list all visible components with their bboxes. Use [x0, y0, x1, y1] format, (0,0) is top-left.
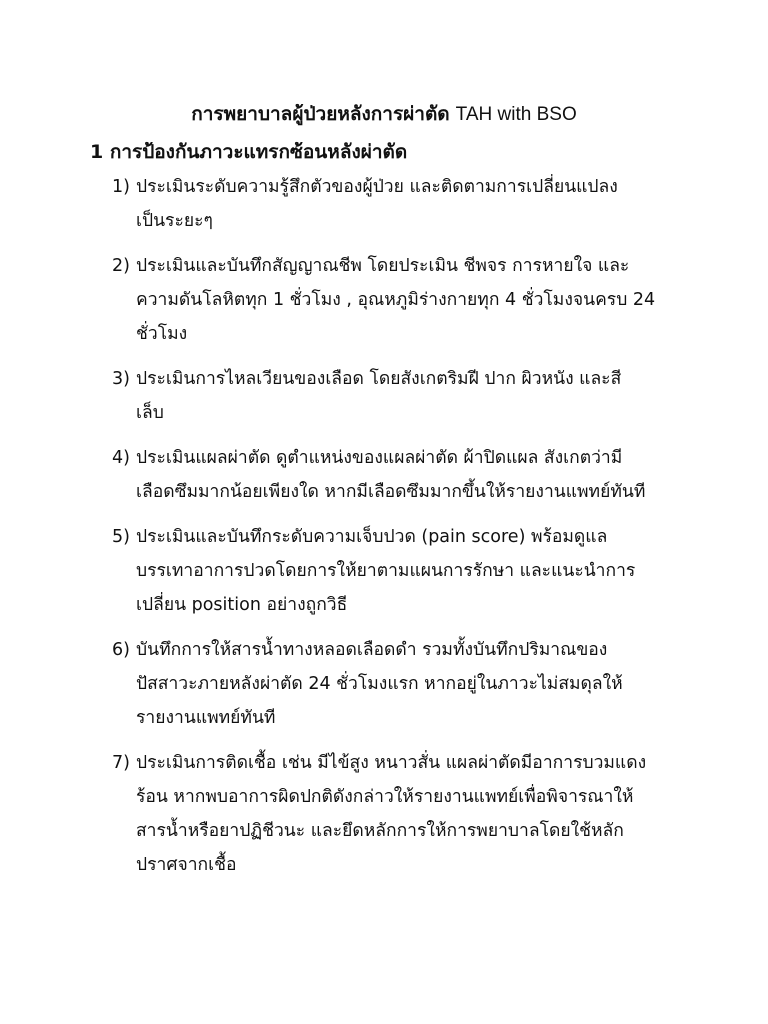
- list-item-line: บรรเทาอาการปวดโดยการให้ยาตามแผนการรักษา และแนะนำการ: [136, 561, 636, 581]
- list-item-line: ประเมินและบันทึกระดับความเจ็บปวด (pain score) พร้อมดูแล: [136, 527, 608, 547]
- list-item-number: 2): [112, 256, 130, 276]
- list-item-number: 6): [112, 640, 130, 660]
- list-item-line: ปราศจากเชื้อ: [136, 855, 237, 875]
- list-item-number: 5): [112, 527, 130, 547]
- list-item: [112, 520, 692, 622]
- list-item: [112, 362, 692, 430]
- list-item-number: 4): [112, 448, 130, 468]
- list-item-line: ประเมินและบันทึกสัญญาณชีพ โดยประเมิน ชีพจร การหายใจ และ: [136, 256, 630, 276]
- list-item-line: บันทึกการให้สารน้ำทางหลอดเลือดดำ รวมทั้งบันทึกปริมาณของ: [136, 640, 608, 660]
- list-item-line: ความดันโลหิตทุก 1 ชั่วโมง , อุณหภูมิร่างกายทุก 4 ชั่วโมงจนครบ 24: [136, 290, 656, 310]
- list-item-line: ร้อน หากพบอาการผิดปกติดังกล่าวให้รายงานแพทย์เพื่อพิจารณาให้: [136, 787, 634, 807]
- document-title: [0, 100, 768, 129]
- section-heading: 1 การป้องกันภาวะแทรกซ้อนหลังผ่าตัด: [90, 141, 408, 163]
- list-item-number: 7): [112, 753, 130, 773]
- list-item-line: ประเมินการติดเชื้อ เช่น มีไข้สูง หนาวสั่น แผลผ่าตัดมีอาการบวมแดง: [136, 753, 647, 773]
- list-item-number: 1): [112, 177, 130, 197]
- list-item-line: ชั่วโมง: [136, 324, 188, 344]
- list-item-line: สารน้ำหรือยาปฏิชีวนะ และยึดหลักการให้การพยาบาลโดยใช้หลัก: [136, 821, 624, 841]
- list-item-line: ประเมินการไหลเวียนของเลือด โดยสังเกตริมฝี ปาก ผิวหนัง และสี: [136, 369, 622, 389]
- nursing-care-list: [112, 170, 692, 893]
- list-item-line: รายงานแพทย์ทันที: [136, 708, 276, 728]
- list-item-line: ประเมินแผลผ่าตัด ดูตำแหน่งของแผลผ่าตัด ผ้าปิดแผล สังเกตว่ามี: [136, 448, 623, 468]
- title-english: TAH with BSO: [455, 104, 577, 125]
- list-item: [112, 170, 692, 238]
- list-item: [112, 746, 692, 882]
- list-item-line: ประเมินระดับความรู้สึกตัวของผู้ป่วย และติดตามการเปลี่ยนแปลง: [136, 177, 618, 197]
- title-thai: การพยาบาลผู้ป่วยหลังการผ่าตัด: [191, 103, 450, 125]
- list-item-line: ปัสสาวะภายหลังผ่าตัด 24 ชั่วโมงแรก หากอยู่ในภาวะไม่สมดุลให้: [136, 674, 623, 694]
- list-item-line: เลือดซึมมากน้อยเพียงใด หากมีเลือดซึมมากขึ้นให้รายงานแพทย์ทันที: [136, 482, 646, 502]
- list-item-number: 3): [112, 369, 130, 389]
- list-item: [112, 249, 692, 351]
- list-item-line: เปลี่ยน position อย่างถูกวิธี: [136, 595, 348, 615]
- list-item-line: เล็บ: [136, 403, 164, 423]
- list-item: [112, 441, 692, 509]
- list-item-line: เป็นระยะๆ: [136, 211, 213, 231]
- list-item: [112, 633, 692, 735]
